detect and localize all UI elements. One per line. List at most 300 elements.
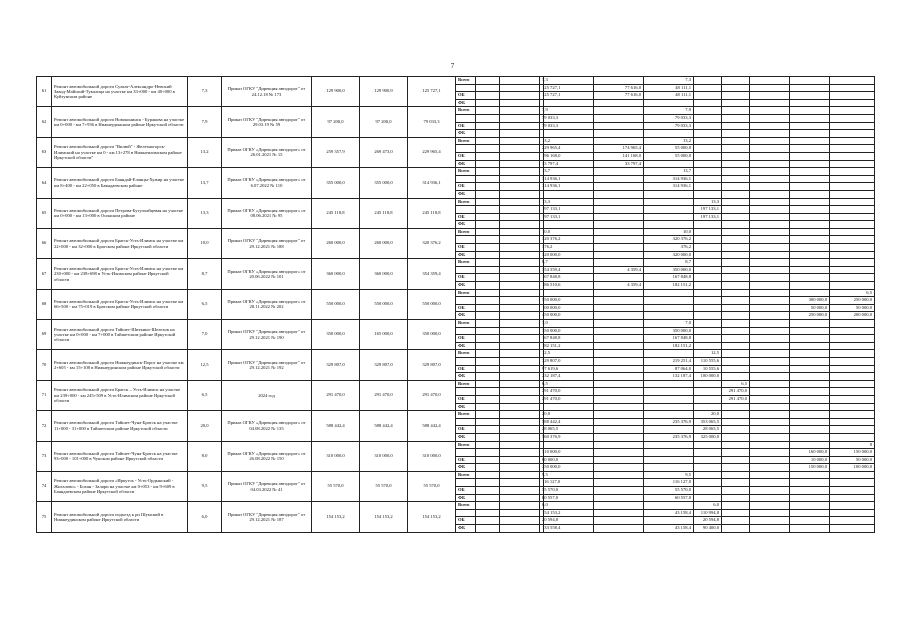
approval-document: Приказ ОГКУ «Дирекция автодорог» от 08.06.2021 № 95: [222, 198, 312, 228]
value-cell: [750, 99, 790, 107]
value-cell: 174 965,4: [594, 145, 644, 153]
funding-source-label: [456, 236, 476, 244]
value-cell: [790, 84, 830, 92]
funding-source-label: ФБ: [456, 312, 476, 320]
value-cell: [476, 297, 500, 305]
value-cell: [694, 342, 722, 350]
value-cell: [790, 502, 830, 510]
value-cell: [694, 456, 722, 464]
page-number: 7: [450, 62, 455, 70]
value-cell: 12,5: [540, 350, 544, 358]
funding-source-label: ФБ: [456, 464, 476, 472]
value-cell: [722, 228, 750, 236]
estimate-cost: 355 000,0: [360, 168, 408, 198]
value-cell: [790, 152, 830, 160]
value-cell: 4 359,4: [594, 282, 644, 290]
value-cell: [790, 213, 830, 221]
value-cell: [694, 297, 722, 305]
value-cell: [694, 122, 722, 130]
value-cell: [722, 114, 750, 122]
value-cell: [722, 259, 750, 267]
value-cell: 79 033,3: [644, 122, 694, 130]
value-cell: [476, 418, 500, 426]
value-cell: [790, 380, 830, 388]
remaining-cost: 588 442,4: [408, 411, 456, 441]
value-cell: [722, 198, 750, 206]
value-cell: [594, 426, 644, 434]
value-cell: [750, 236, 790, 244]
value-cell: [544, 502, 594, 510]
road-name: Ремонт автомобильной дороги подъезд к рп Шумский в Нижнеудинском районе Иркутской области: [52, 502, 188, 532]
value-cell: 291 470,0: [722, 388, 750, 396]
road-name: Ремонт автомобильной дороги «Иркутск - Усть-Ордынский - Жигалово» - Бохан - Залари на участке км 0+053 - км 9+609 в Баяндаевском районе Иркутской области: [52, 471, 188, 501]
funding-source-label: Всего: [456, 411, 476, 419]
value-cell: 250 000,0: [830, 297, 875, 305]
table-row: [37, 471, 875, 479]
road-name: Ремонт автомобильной дороги Тайшет-Шиткино-Шелехов на участке км 0+000 - км 7+000 в Тайшетском районе Иркутской области: [52, 320, 188, 350]
entry-number: 64: [37, 168, 52, 198]
funding-source-label: Всего: [456, 502, 476, 510]
value-cell: [544, 107, 594, 115]
value-cell: [830, 411, 875, 419]
value-cell: [750, 433, 790, 441]
value-cell: [694, 77, 722, 85]
funding-source-label: ОБ: [456, 395, 476, 403]
funding-source-label: Всего: [456, 471, 476, 479]
value-cell: [644, 289, 694, 297]
value-cell: [694, 304, 722, 312]
funding-source-label: ФБ: [456, 282, 476, 290]
value-cell: 28 065,5: [540, 426, 544, 434]
value-cell: [790, 357, 830, 365]
value-cell: [750, 418, 790, 426]
value-cell: [500, 289, 540, 297]
value-cell: [790, 525, 830, 533]
remaining-cost: 320 376,2: [408, 228, 456, 258]
estimate-cost: 97 200,0: [360, 107, 408, 137]
value-cell: [722, 84, 750, 92]
entry-number: 74: [37, 471, 52, 501]
value-cell: [476, 441, 500, 449]
funding-source-label: Всего: [456, 380, 476, 388]
value-cell: [790, 395, 830, 403]
value-cell: 7,9: [540, 107, 544, 115]
value-cell: [644, 380, 694, 388]
value-cell: [694, 236, 722, 244]
value-cell: 97 619,6: [540, 365, 544, 373]
road-name: Ремонт автомобильной дороги Тайшет-Чуна-Братск на участке 11+000 - 31+000 в Тайшетском районе Иркутской области: [52, 411, 188, 441]
value-cell: [644, 411, 694, 419]
value-cell: [594, 395, 644, 403]
value-cell: [500, 525, 540, 533]
value-cell: [594, 509, 644, 517]
road-name: Ремонт автомобильной дороги Тайшет-Чуна-Братск на участке 93+000 - 101+000 в Чунском районе Иркутской области: [52, 441, 188, 471]
value-cell: [722, 494, 750, 502]
value-cell: [790, 190, 830, 198]
value-cell: [544, 320, 594, 328]
value-cell: [722, 517, 750, 525]
value-cell: [790, 92, 830, 100]
value-cell: [750, 479, 790, 487]
project-cost: 55 570,0: [312, 471, 360, 501]
value-cell: [594, 190, 644, 198]
value-cell: 7,9: [644, 107, 694, 115]
entry-number: 68: [37, 289, 52, 319]
value-cell: [790, 130, 830, 138]
approval-document: Приказ ОГКУ «Дирекция автодорог» от 26.01.2021 № 15: [222, 137, 312, 167]
value-cell: 43 158,4: [644, 525, 694, 533]
estimate-cost: 165 000,0: [360, 320, 408, 350]
value-cell: [594, 487, 644, 495]
approval-document: Приказ ОГКУ "Дирекция автодорог" от 29.12.2021 № 187: [222, 502, 312, 532]
value-cell: 7,3: [540, 77, 544, 85]
value-cell: [500, 145, 540, 153]
estimate-cost: 269 473,0: [360, 137, 408, 167]
project-cost: 129 900,0: [312, 77, 360, 107]
value-cell: [594, 464, 644, 472]
remaining-cost: 125 727,1: [408, 77, 456, 107]
value-cell: 167 848,8: [644, 274, 694, 282]
value-cell: [790, 122, 830, 130]
entry-number: 73: [37, 441, 52, 471]
value-cell: [722, 411, 750, 419]
value-cell: [594, 525, 644, 533]
funding-source-label: ФБ: [456, 190, 476, 198]
value-cell: 13,7: [644, 168, 694, 176]
value-cell: [476, 77, 500, 85]
value-cell: [594, 327, 644, 335]
funding-source-label: [456, 388, 476, 396]
value-cell: [830, 206, 875, 214]
value-cell: [830, 335, 875, 343]
value-cell: [830, 175, 875, 183]
value-cell: [694, 145, 722, 153]
value-cell: [750, 107, 790, 115]
value-cell: 10,0: [540, 228, 544, 236]
value-cell: [722, 403, 750, 411]
value-cell: [790, 320, 830, 328]
approval-document: Приказ ОГКУ «Дирекция автодорог» от 28.11.2022 № 202: [222, 289, 312, 319]
value-cell: [722, 206, 750, 214]
value-cell: 314 936,1: [644, 183, 694, 191]
entry-number: 61: [37, 77, 52, 107]
value-cell: [790, 479, 830, 487]
value-cell: [476, 244, 500, 252]
funding-source-label: Всего: [456, 289, 476, 297]
value-cell: [722, 122, 750, 130]
entry-number: 65: [37, 198, 52, 228]
value-cell: [750, 114, 790, 122]
value-cell: 560 376,9: [540, 433, 544, 441]
value-cell: [750, 487, 790, 495]
value-cell: [790, 327, 830, 335]
value-cell: [722, 236, 750, 244]
value-cell: [594, 122, 644, 130]
value-cell: [694, 266, 722, 274]
value-cell: 320 376,2: [644, 236, 694, 244]
value-cell: [476, 471, 500, 479]
value-cell: 43 158,4: [644, 509, 694, 517]
value-cell: [594, 456, 644, 464]
value-cell: 13,2: [540, 137, 544, 145]
road-length: 13,3: [188, 198, 222, 228]
value-cell: [722, 244, 750, 252]
value-cell: [790, 99, 830, 107]
value-cell: [694, 274, 722, 282]
value-cell: 60 557,0: [644, 494, 694, 502]
value-cell: [750, 122, 790, 130]
funding-source-label: [456, 418, 476, 426]
value-cell: [476, 107, 500, 115]
value-cell: [544, 221, 594, 229]
value-cell: [722, 175, 750, 183]
funding-source-label: [456, 114, 476, 122]
value-cell: [594, 251, 644, 259]
value-cell: [476, 190, 500, 198]
value-cell: 167 848,8: [540, 274, 544, 282]
value-cell: 6,5: [540, 380, 544, 388]
remaining-cost: 291 470,0: [408, 380, 456, 410]
value-cell: [750, 213, 790, 221]
value-cell: 9,5: [540, 471, 544, 479]
entry-number: 67: [37, 259, 52, 289]
value-cell: [722, 168, 750, 176]
value-cell: [500, 304, 540, 312]
road-length: 6,5: [188, 380, 222, 410]
remaining-cost: 354 359,4: [408, 259, 456, 289]
value-cell: [544, 380, 594, 388]
value-cell: [594, 335, 644, 343]
value-cell: [594, 228, 644, 236]
value-cell: [722, 502, 750, 510]
value-cell: [476, 198, 500, 206]
value-cell: [830, 525, 875, 533]
value-cell: [750, 502, 790, 510]
value-cell: [830, 92, 875, 100]
value-cell: [476, 92, 500, 100]
estimate-cost: 329 807,0: [360, 350, 408, 380]
value-cell: 9,5: [644, 471, 694, 479]
value-cell: [830, 494, 875, 502]
value-cell: [500, 449, 540, 457]
value-cell: [830, 137, 875, 145]
value-cell: 229 965,4: [540, 145, 544, 153]
value-cell: 314 936,1: [540, 175, 544, 183]
funding-source-label: [456, 145, 476, 153]
value-cell: [500, 342, 540, 350]
value-cell: [830, 107, 875, 115]
value-cell: [594, 411, 644, 419]
funding-source-label: [456, 206, 476, 214]
value-cell: [500, 464, 540, 472]
road-length: 6,0: [188, 502, 222, 532]
value-cell: [500, 137, 540, 145]
value-cell: 167 848,8: [540, 335, 544, 343]
road-length: 8,0: [188, 441, 222, 471]
value-cell: [722, 335, 750, 343]
value-cell: [830, 403, 875, 411]
value-cell: [722, 213, 750, 221]
road-length: 13,7: [188, 168, 222, 198]
value-cell: [790, 168, 830, 176]
value-cell: [500, 274, 540, 282]
project-cost: 259 357,9: [312, 137, 360, 167]
value-cell: 100 000,0: [540, 304, 544, 312]
value-cell: [830, 509, 875, 517]
value-cell: [500, 282, 540, 290]
value-cell: [722, 327, 750, 335]
value-cell: [500, 251, 540, 259]
funding-source-label: ФБ: [456, 130, 476, 138]
value-cell: [476, 160, 500, 168]
value-cell: [830, 152, 875, 160]
value-cell: [500, 266, 540, 274]
value-cell: [594, 77, 644, 85]
value-cell: [830, 213, 875, 221]
remaining-cost: 550 000,0: [408, 289, 456, 319]
value-cell: 310 000,0: [540, 449, 544, 457]
value-cell: 13,2: [644, 137, 694, 145]
funding-source-label: ФБ: [456, 160, 476, 168]
estimate-cost: 310 000,0: [360, 441, 408, 471]
value-cell: [476, 175, 500, 183]
funding-source-label: Всего: [456, 350, 476, 358]
entry-number: 62: [37, 107, 52, 137]
value-cell: [594, 168, 644, 176]
value-cell: 197 133,1: [694, 206, 722, 214]
value-cell: [594, 312, 644, 320]
value-cell: [830, 380, 875, 388]
value-cell: [750, 335, 790, 343]
funding-source-label: Всего: [456, 168, 476, 176]
value-cell: [544, 99, 594, 107]
project-cost: 588 442,4: [312, 411, 360, 441]
value-cell: 13,7: [540, 168, 544, 176]
value-cell: 50 000,0: [830, 456, 875, 464]
value-cell: [500, 213, 540, 221]
table-body: [37, 77, 875, 533]
value-cell: [750, 395, 790, 403]
approval-document: Приказ ОГКУ "Дирекция автодорог" от 29.03.19 № 59: [222, 107, 312, 137]
funding-source-label: ОБ: [456, 274, 476, 282]
value-cell: [476, 152, 500, 160]
table-row: [37, 228, 875, 236]
value-cell: [830, 517, 875, 525]
value-cell: [750, 411, 790, 419]
value-cell: [722, 441, 750, 449]
value-cell: 55 570,0: [540, 487, 544, 495]
value-cell: [750, 456, 790, 464]
value-cell: [722, 426, 750, 434]
value-cell: [830, 198, 875, 206]
value-cell: [594, 99, 644, 107]
value-cell: [476, 122, 500, 130]
value-cell: [644, 441, 694, 449]
value-cell: [694, 312, 722, 320]
value-cell: [476, 403, 500, 411]
value-cell: [500, 312, 540, 320]
value-cell: [790, 441, 830, 449]
value-cell: [476, 168, 500, 176]
funding-source-label: [456, 266, 476, 274]
value-cell: [500, 122, 540, 130]
value-cell: [544, 471, 594, 479]
value-cell: [722, 456, 750, 464]
road-length: 7,0: [188, 320, 222, 350]
value-cell: 197 133,1: [694, 213, 722, 221]
value-cell: 150 000,0: [790, 464, 830, 472]
value-cell: [722, 251, 750, 259]
value-cell: [830, 433, 875, 441]
value-cell: [644, 395, 694, 403]
value-cell: 250 000,0: [790, 312, 830, 320]
value-cell: 300 000,0: [790, 297, 830, 305]
value-cell: [750, 312, 790, 320]
value-cell: 320 000,0: [644, 251, 694, 259]
road-length: 12,5: [188, 350, 222, 380]
value-cell: [644, 304, 694, 312]
value-cell: [750, 357, 790, 365]
value-cell: 33 797,4: [540, 160, 544, 168]
remaining-cost: 310 000,0: [408, 441, 456, 471]
value-cell: [790, 403, 830, 411]
funding-source-label: [456, 84, 476, 92]
funding-source-label: [456, 357, 476, 365]
road-name: Ремонт автомобильной дороги Братск-Усть-Илимск на участке км 66+500 - км 75+019 в Братском районе Иркутской области: [52, 289, 188, 319]
value-cell: [830, 426, 875, 434]
value-cell: 291 470,0: [540, 395, 544, 403]
value-cell: 87 064,0: [644, 365, 694, 373]
value-cell: [694, 152, 722, 160]
value-cell: 8,7: [540, 259, 544, 267]
table-row: [37, 168, 875, 176]
funding-source-label: Всего: [456, 320, 476, 328]
value-cell: [750, 160, 790, 168]
value-cell: 588 442,4: [540, 418, 544, 426]
value-cell: [594, 236, 644, 244]
value-cell: [750, 297, 790, 305]
value-cell: [476, 259, 500, 267]
value-cell: [830, 282, 875, 290]
value-cell: [722, 509, 750, 517]
value-cell: 196 168,0: [540, 152, 544, 160]
value-cell: 48 111,1: [644, 92, 694, 100]
project-cost: 260 000,0: [312, 228, 360, 258]
value-cell: 13,3: [694, 198, 722, 206]
funding-source-label: Всего: [456, 107, 476, 115]
value-cell: [750, 259, 790, 267]
value-cell: [500, 175, 540, 183]
estimate-cost: 129 900,9: [360, 77, 408, 107]
value-cell: [790, 350, 830, 358]
value-cell: [500, 206, 540, 214]
value-cell: 50 000,0: [790, 304, 830, 312]
value-cell: 133 558,4: [540, 525, 544, 533]
value-cell: [790, 342, 830, 350]
value-cell: [790, 236, 830, 244]
estimate-cost: 291 470,0: [360, 380, 408, 410]
value-cell: [750, 350, 790, 358]
value-cell: [500, 99, 540, 107]
value-cell: [500, 357, 540, 365]
value-cell: [594, 213, 644, 221]
value-cell: [790, 114, 830, 122]
value-cell: [476, 251, 500, 259]
value-cell: [694, 190, 722, 198]
value-cell: [500, 168, 540, 176]
funding-source-label: Всего: [456, 198, 476, 206]
value-cell: [644, 456, 694, 464]
